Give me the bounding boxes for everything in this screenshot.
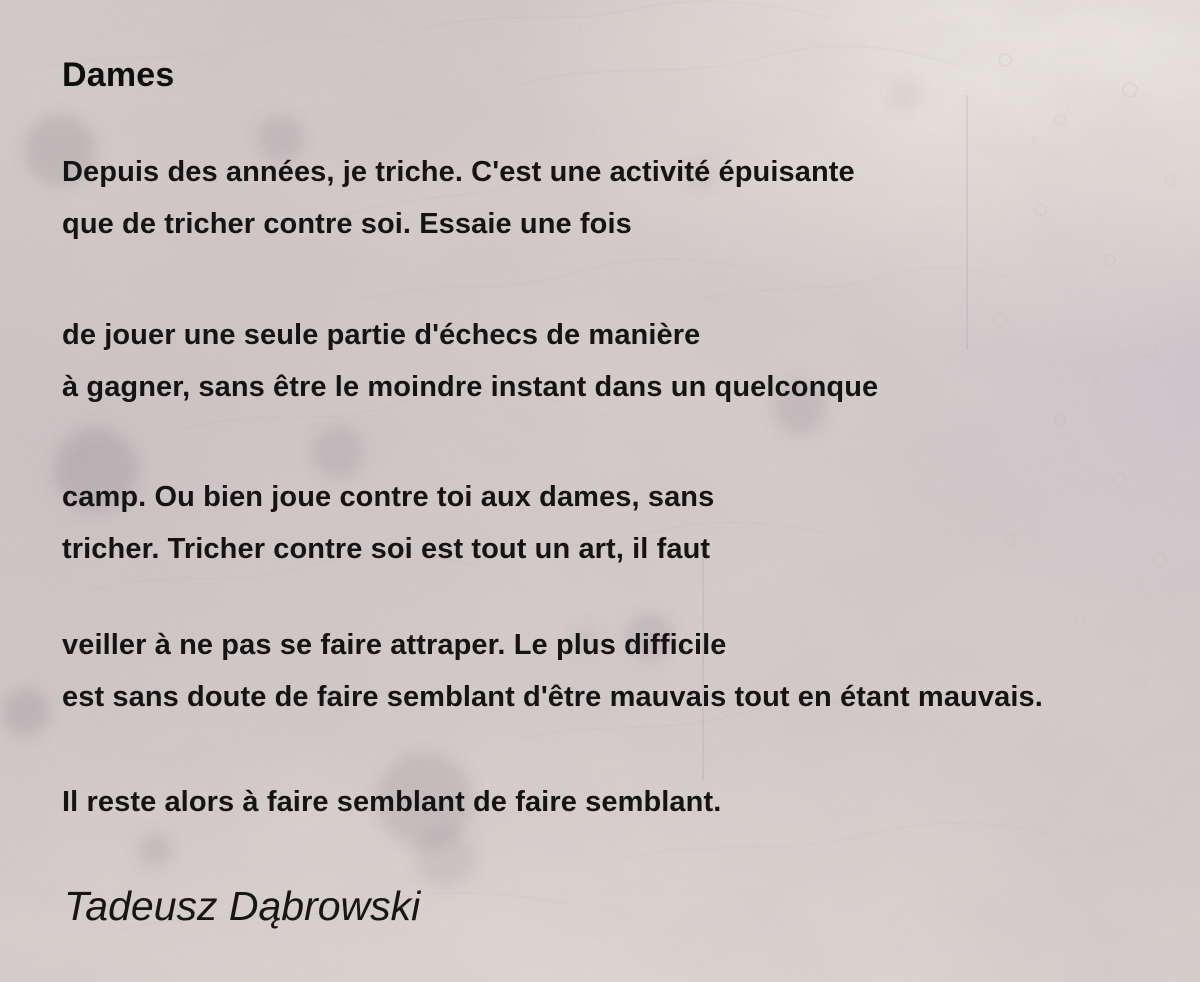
poem-title: Dames [62, 56, 175, 94]
stanza-2 [62, 309, 878, 413]
paper-fold-line [966, 95, 968, 350]
stanza-5 [62, 776, 721, 828]
stanza-4 [62, 619, 1043, 723]
poem-author-signature: Tadeusz Dąbrowski [64, 883, 421, 929]
poem-line: camp. Ou bien joue contre toi aux dames, sans [62, 481, 715, 513]
poem-line: que de tricher contre soi. Essaie une fois [62, 208, 632, 240]
poem-line: est sans doute de faire semblant d'être mauvais tout en étant mauvais. [62, 681, 1043, 713]
stanza-1 [62, 146, 855, 250]
poem-line: veiller à ne pas se faire attraper. Le plus difficile [62, 629, 727, 661]
poem-line: tricher. Tricher contre soi est tout un art, il faut [62, 533, 711, 565]
poem-line: de jouer une seule partie d'échecs de manière [62, 319, 701, 351]
poem-line: Il reste alors à faire semblant de faire semblant. [62, 786, 722, 818]
poem-line: Depuis des années, je triche. C'est une activité épuisante [62, 156, 855, 188]
poem-line: à gagner, sans être le moindre instant dans un quelconque [62, 371, 879, 403]
floral-specks [994, 54, 1175, 686]
stanza-3 [62, 471, 714, 575]
